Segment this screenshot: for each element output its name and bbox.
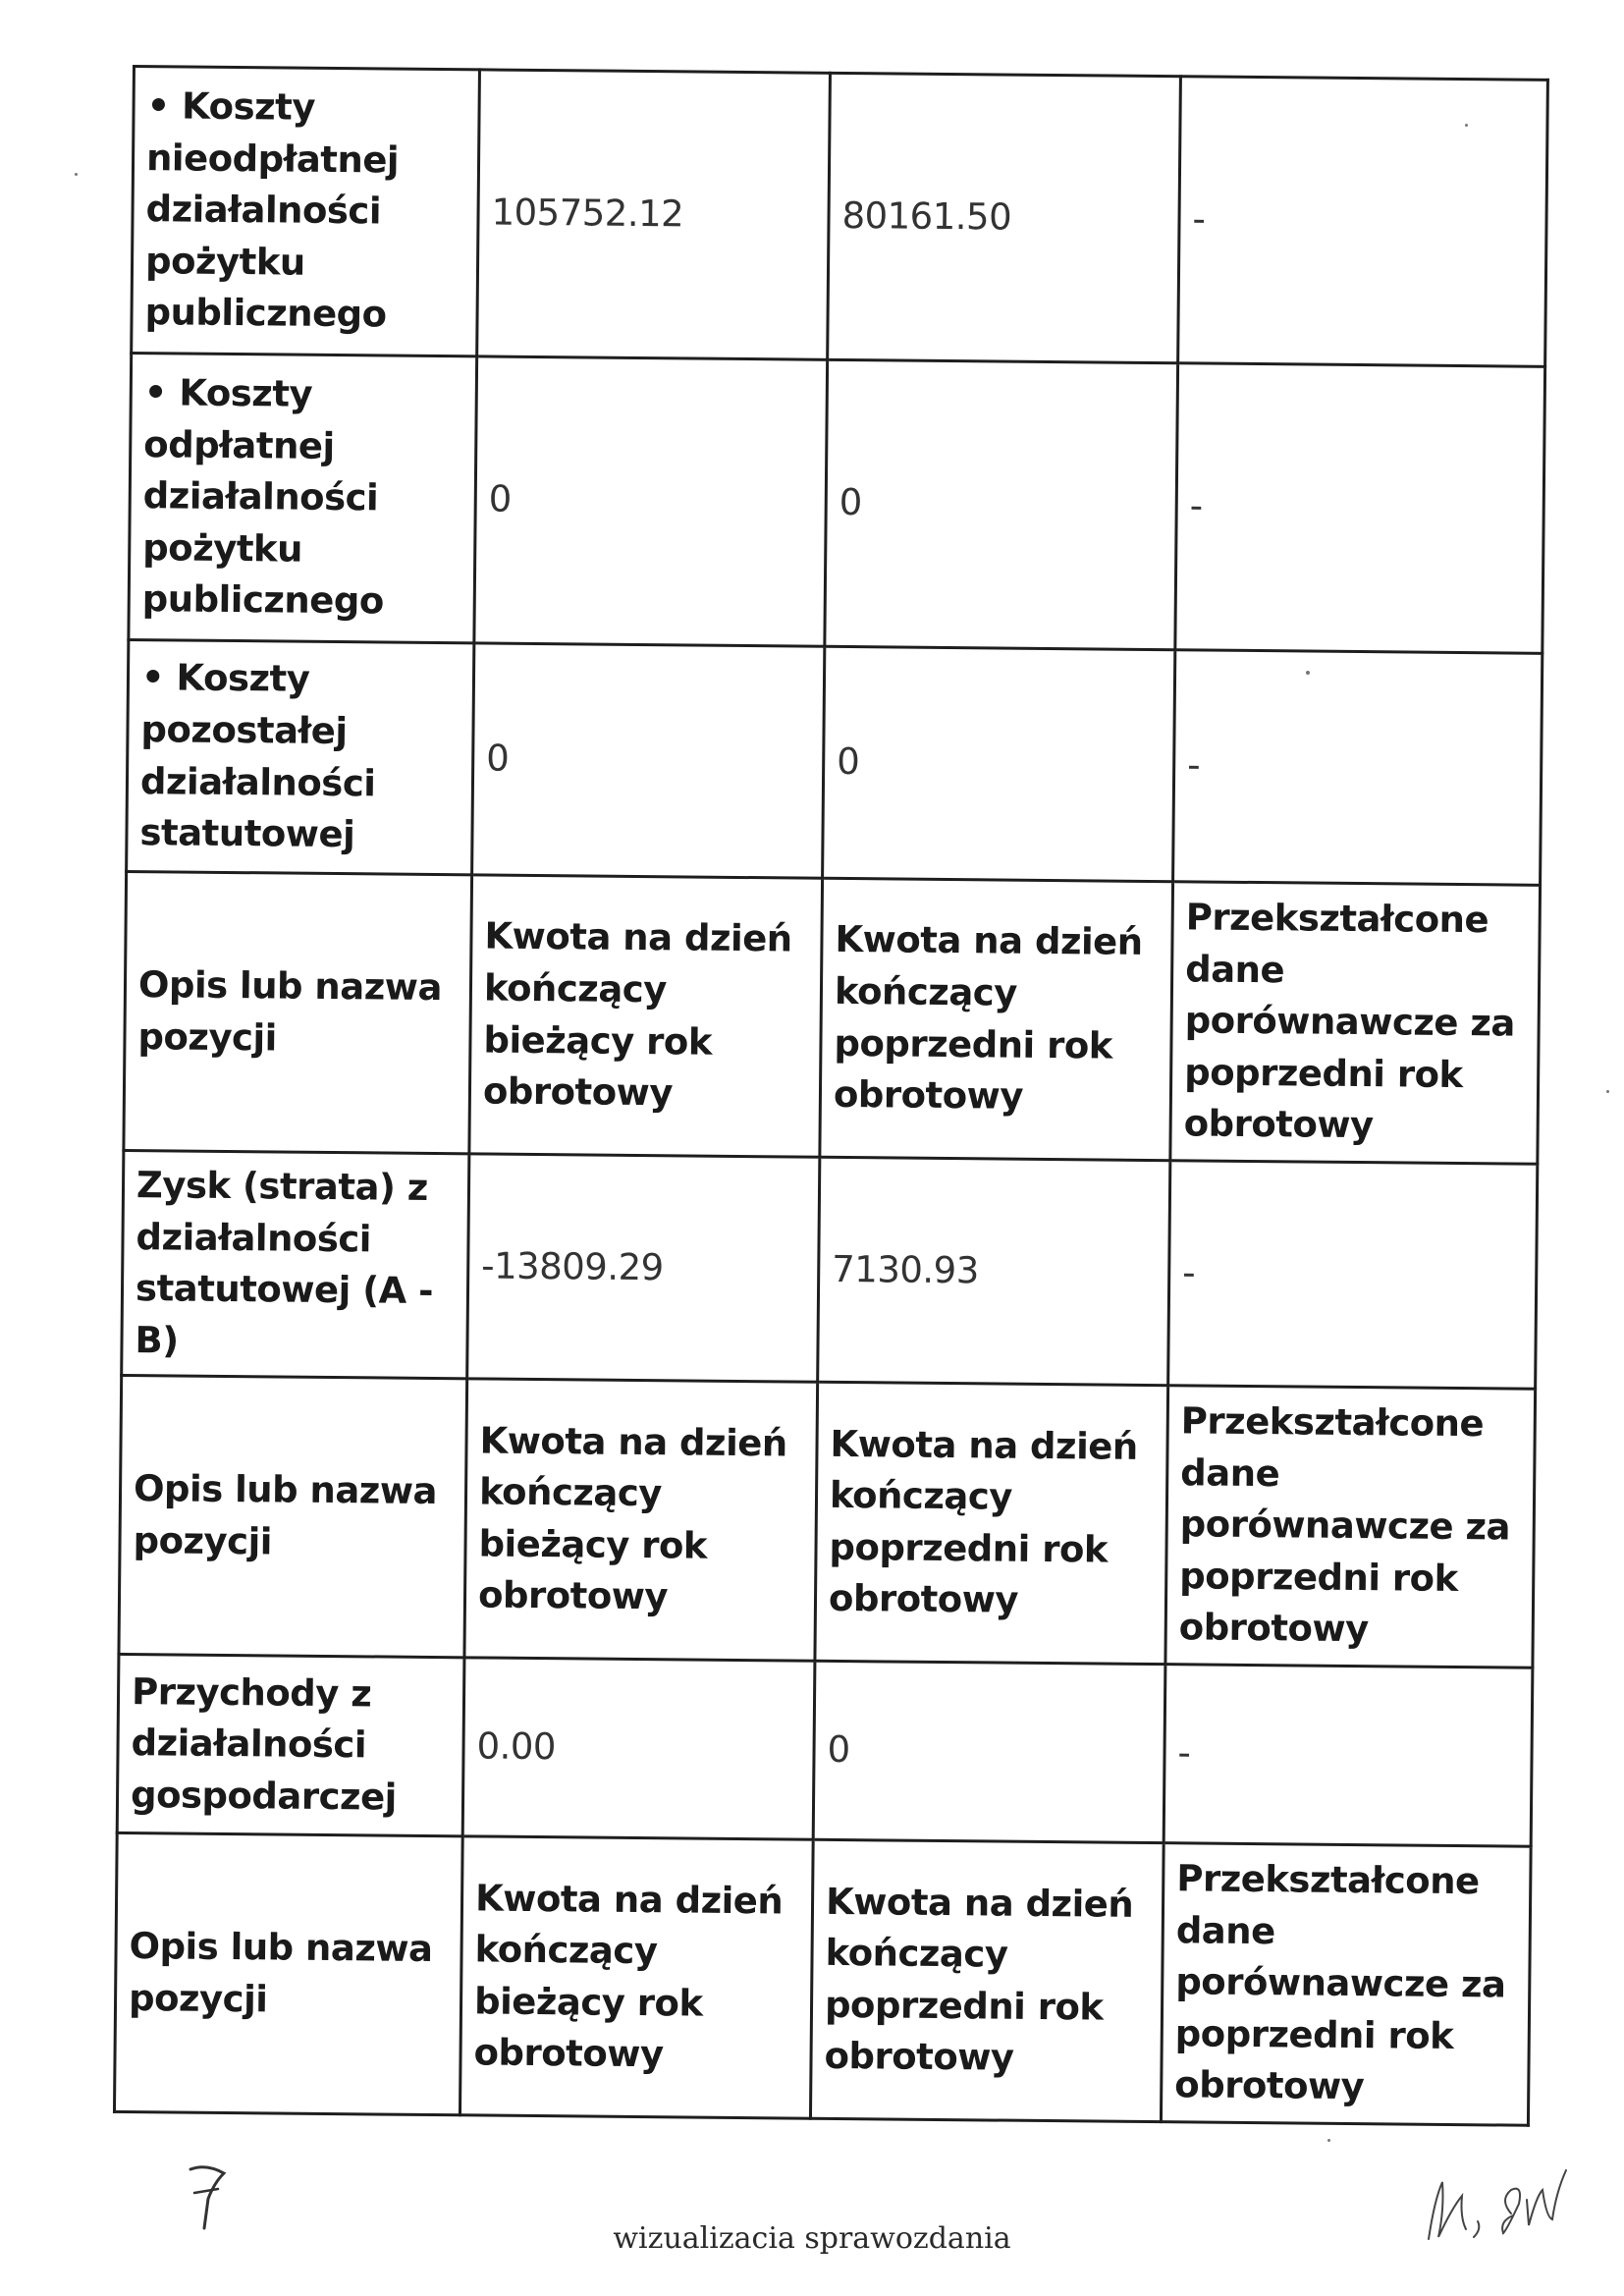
table-row	[132, 67, 1548, 367]
financial-report-table	[113, 65, 1549, 2127]
column-header-description: Opis lub nazwa pozycji	[119, 1376, 467, 1658]
previous-year-amount: 80161.50	[828, 73, 1181, 362]
column-header-current-year: Kwota na dzień kończący bieżący rok obrotowy	[469, 875, 823, 1157]
column-header-previous-year: Kwota na dzień kończący poprzedni rok obrotowy	[820, 878, 1173, 1160]
column-header-restated: Przekształcone dane porównawcze za poprzedni rok obrotowy	[1161, 1843, 1531, 2126]
scan-speck	[1465, 124, 1468, 127]
row-label: Zysk (strata) z działalności statutowej (A - B)	[122, 1150, 469, 1378]
restated-amount: -	[1168, 1161, 1538, 1390]
report-sheet	[113, 65, 1546, 2127]
restated-amount: -	[1164, 1665, 1533, 1847]
previous-year-amount: 0	[823, 646, 1175, 881]
scan-speck	[1327, 2139, 1330, 2142]
column-header-restated: Przekształcone dane porównawcze za poprzedni rok obrotowy	[1170, 882, 1541, 1165]
table-header-row	[114, 1833, 1531, 2126]
previous-year-amount: 0	[825, 359, 1178, 649]
current-year-amount: 105752.12	[477, 70, 831, 359]
column-header-previous-year: Kwota na dzień kończący poprzedni rok obrotowy	[810, 1839, 1164, 2121]
column-header-current-year: Kwota na dzień kończący bieżący rok obrotowy	[460, 1836, 813, 2118]
restated-amount: -	[1175, 363, 1545, 654]
scan-speck	[75, 173, 78, 176]
previous-year-amount: 0	[813, 1661, 1165, 1842]
column-header-description: Opis lub nazwa pozycji	[114, 1833, 462, 2115]
column-header-description: Opis lub nazwa pozycji	[124, 871, 472, 1153]
current-year-amount: 0	[474, 356, 828, 646]
table-row	[117, 1655, 1533, 1847]
current-year-amount: -13809.29	[467, 1154, 820, 1383]
column-header-current-year: Kwota na dzień kończący bieżący rok obrotowy	[464, 1379, 818, 1661]
column-header-previous-year: Kwota na dzień kończący poprzedni rok obrotowy	[815, 1382, 1168, 1664]
row-label: • Koszty nieodpłatnej działalności pożytku publicznego	[132, 67, 480, 356]
restated-amount: -	[1173, 650, 1543, 886]
previous-year-amount: 7130.93	[818, 1157, 1170, 1386]
table-row	[122, 1150, 1538, 1389]
table-row	[127, 639, 1543, 885]
current-year-amount: 0.00	[462, 1658, 815, 1839]
row-label: Przychody z działalności gospodarczej	[117, 1655, 464, 1836]
current-year-amount: 0	[472, 643, 825, 878]
table-header-row	[124, 871, 1541, 1164]
scan-speck	[1606, 1090, 1609, 1093]
restated-amount: -	[1178, 77, 1548, 367]
row-label: • Koszty odpłatnej działalności pożytku publicznego	[129, 354, 477, 643]
table-header-row	[119, 1376, 1536, 1668]
scan-speck	[1306, 671, 1310, 675]
row-label: • Koszty pozostałej działalności statutowej	[127, 639, 474, 874]
table-row	[129, 354, 1545, 654]
column-header-restated: Przekształcone dane porównawcze za poprzedni rok obrotowy	[1165, 1386, 1536, 1668]
page-footer: wizualizacia sprawozdania	[613, 2221, 1011, 2256]
